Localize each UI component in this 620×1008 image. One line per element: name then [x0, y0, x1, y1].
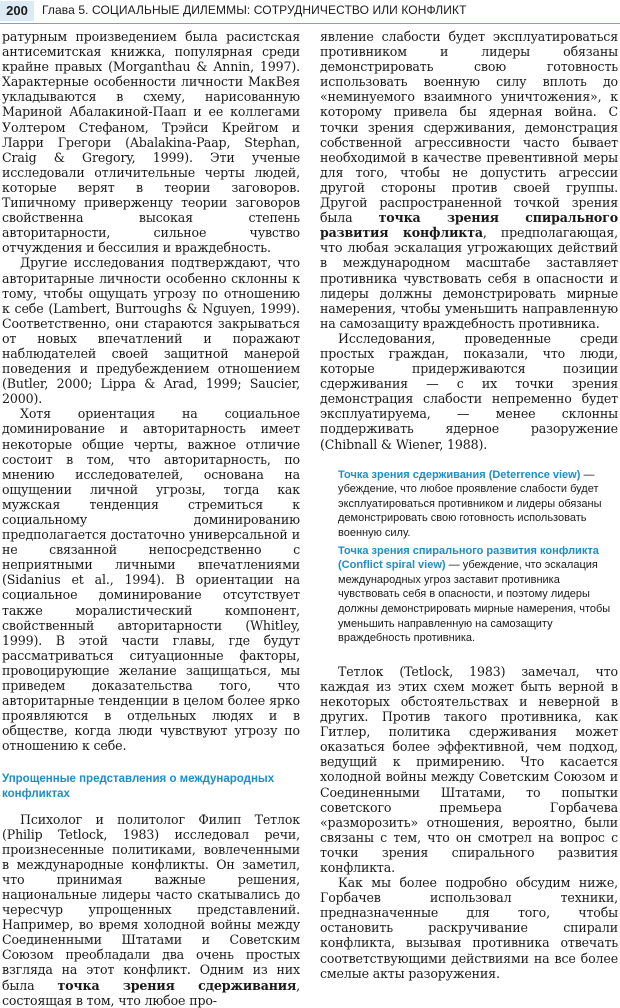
paragraph [2, 812, 300, 1008]
paragraph-text: , состоящая в том, что любое про- [2, 977, 300, 1008]
paragraph-text: явление слабости будет эксплуатироваться противником и лидеры обязаны демонстрировать свою готовность использовать военную силу вплоть до «неминуемого взаимного уничтожения», к которому привела бы ядерная война. С точки зрения сдерживания, демонстрация собственной агрессивности часто бывает необходимой в качестве превентивной меры для того, чтобы не допустить агрессии другой стороны против своей группы. Другой распространенной точкой зрения была [320, 29, 618, 226]
left-column [2, 29, 300, 1008]
paragraph: Хотя ориентация на социальное доминирование и авторитарность имеет некоторые общие черты, важное отличие состоит в том, что авторитарность, по мнению исследователей, основана на ощущении личной угрозы, тогда как мужская тенденция стремиться к социальному доминированию предполагается достаточно универсальной и не связанной непосредственно с неприятными личными впечатлениями (Sidanius et al., 1994). В ориентации на социальное доминирование отсутствует также моралистический компонент, свойственный авторитарности (Whitley, 1999). В этой части главы, где будут рассматриваться ситуационные факторы, провоцирующие желание защищаться, мы приведем доказательства того, что авторитарные тенденции в целом более ярко проявляются в отдельных людях и в обществе, когда люди чувствуют угрозу по отношению к себе. [2, 406, 300, 754]
right-column [320, 29, 618, 981]
page-number: 200 [0, 1, 34, 21]
paragraph: Исследования, проведенные среди простых граждан, показали, что люди, которые придерживаются позиции сдерживания — с их точки зрения демонстрация слабости непременно будет эксплуатируема, — менее склонны поддерживать ядерное разоружение (Chibnall & Wiener, 1988). [320, 330, 618, 452]
key-term: точка зрения сдерживания [57, 977, 297, 993]
paragraph: Как мы более подробно обсудим ниже, Горбачев использовал техники, предназначенные для того, чтобы остановить раскручивание спирали конфликта, вызывая противника отвечать соответствующими действиями на все более смелые акты разоружения. [320, 875, 618, 981]
glossary-term: Точка зрения спирального развития конфликта (Conflict spiral view) [338, 544, 599, 572]
paragraph-text: , предполагающая, что любая эскалация угрожающих действий в международном масштабе заставляет противника чувствовать себя в опасности и лидеры должны демонстрировать мирные намерения, чтобы уменьшить направленную на самозащиту враждебность противника. [320, 225, 619, 331]
glossary-definition: — убеждение, что любое проявление слабости будет эксплуатироваться противником и лидеры обязаны демонстрировать свою готовность использовать военную силу. [338, 468, 602, 539]
page-header [0, 0, 620, 26]
section-heading: Упрощенные представления о международных конфликтах [2, 772, 275, 800]
paragraph: ратурным произведением была расистская антисемитская книжка, популярная среди крайне правых (Morganthau & Annin, 1997). Характерные особенности личности МакВея укладываются в схему, нарисованную Мариной Абалакиной-Паап и ее коллегами Уолтером Стефаном, Трэйси Крейгом и Ларри Грегори (Abalakina-Paap, Stephan, Craig & Gregory, 1999). Эти ученые исследовали отличительные черты людей, которые верят в теории заговоров. Типичному приверженцу теории заговоров свойственна высокая степень авторитарности, сильное чувство отчуждения и бессилия и враждебность. [2, 29, 300, 256]
header-rule [0, 23, 620, 24]
running-head: Глава 5. СОЦИАЛЬНЫЕ ДИЛЕММЫ: СОТРУДНИЧЕСТВО ИЛИ КОНФЛИКТ [42, 3, 467, 17]
glossary-box [338, 468, 618, 646]
glossary-entry [338, 468, 618, 541]
paragraph: Другие исследования подтверждают, что авторитарные личности особенно склонны к тому, чтобы ощущать угрозу по отношению к себе (Lambert, Burroughs & Nguyen, 1999). Соответственно, они стараются закрываться от новых впечатлений и поражают наблюдателей своей защитной манерой поведения и предубеждением отношением (Butler, 2000; Lippa & Arad, 1999; Saucier, 2000). [2, 255, 300, 407]
paragraph-text: Психолог и политолог Филип Тетлок (Philip Tetlock, 1983) исследовал речи, произнесенные политиками, вовлеченными в международные конфликты. Он заметил, что принимая важные решения, национальные лидеры часто скатывались до чересчур упрощенных представлений. Например, во время холодной войны между Соединенными Штатами и Советским Союзом преобладали два очень простых взгляда на этот конфликт. Одним из них была [2, 811, 300, 993]
paragraph: Тетлок (Tetlock, 1983) замечал, что каждая из этих схем может быть верной в некоторых обстоятельствах и неверной в других. Против такого противника, как Гитлер, политика сдерживания может оказаться более эффективной, чем подход, ведущий к примирению. Что касается холодной войны между Советским Союзом и Соединенными Штатами, то попытки советского премьера Горбачева «разморозить» отношения, вероятно, были связаны с тем, что он смотрел на вопрос с точки зрения спирального развития конфликта. [320, 663, 618, 875]
key-term: точка зрения спирального развития конфликта [320, 210, 618, 241]
glossary-entry [338, 544, 618, 646]
paragraph [320, 29, 618, 331]
glossary-term: Точка зрения сдерживания (Deterrence view) [338, 468, 581, 481]
glossary-definition: — убеждение, что эскалация международных угроз заставит противника чувствовать себя в опасности, и поэтому лидеры должны демонстрировать мирные намерения, чтобы уменьшить направленную на самозащиту враждебность противника. [338, 559, 611, 645]
